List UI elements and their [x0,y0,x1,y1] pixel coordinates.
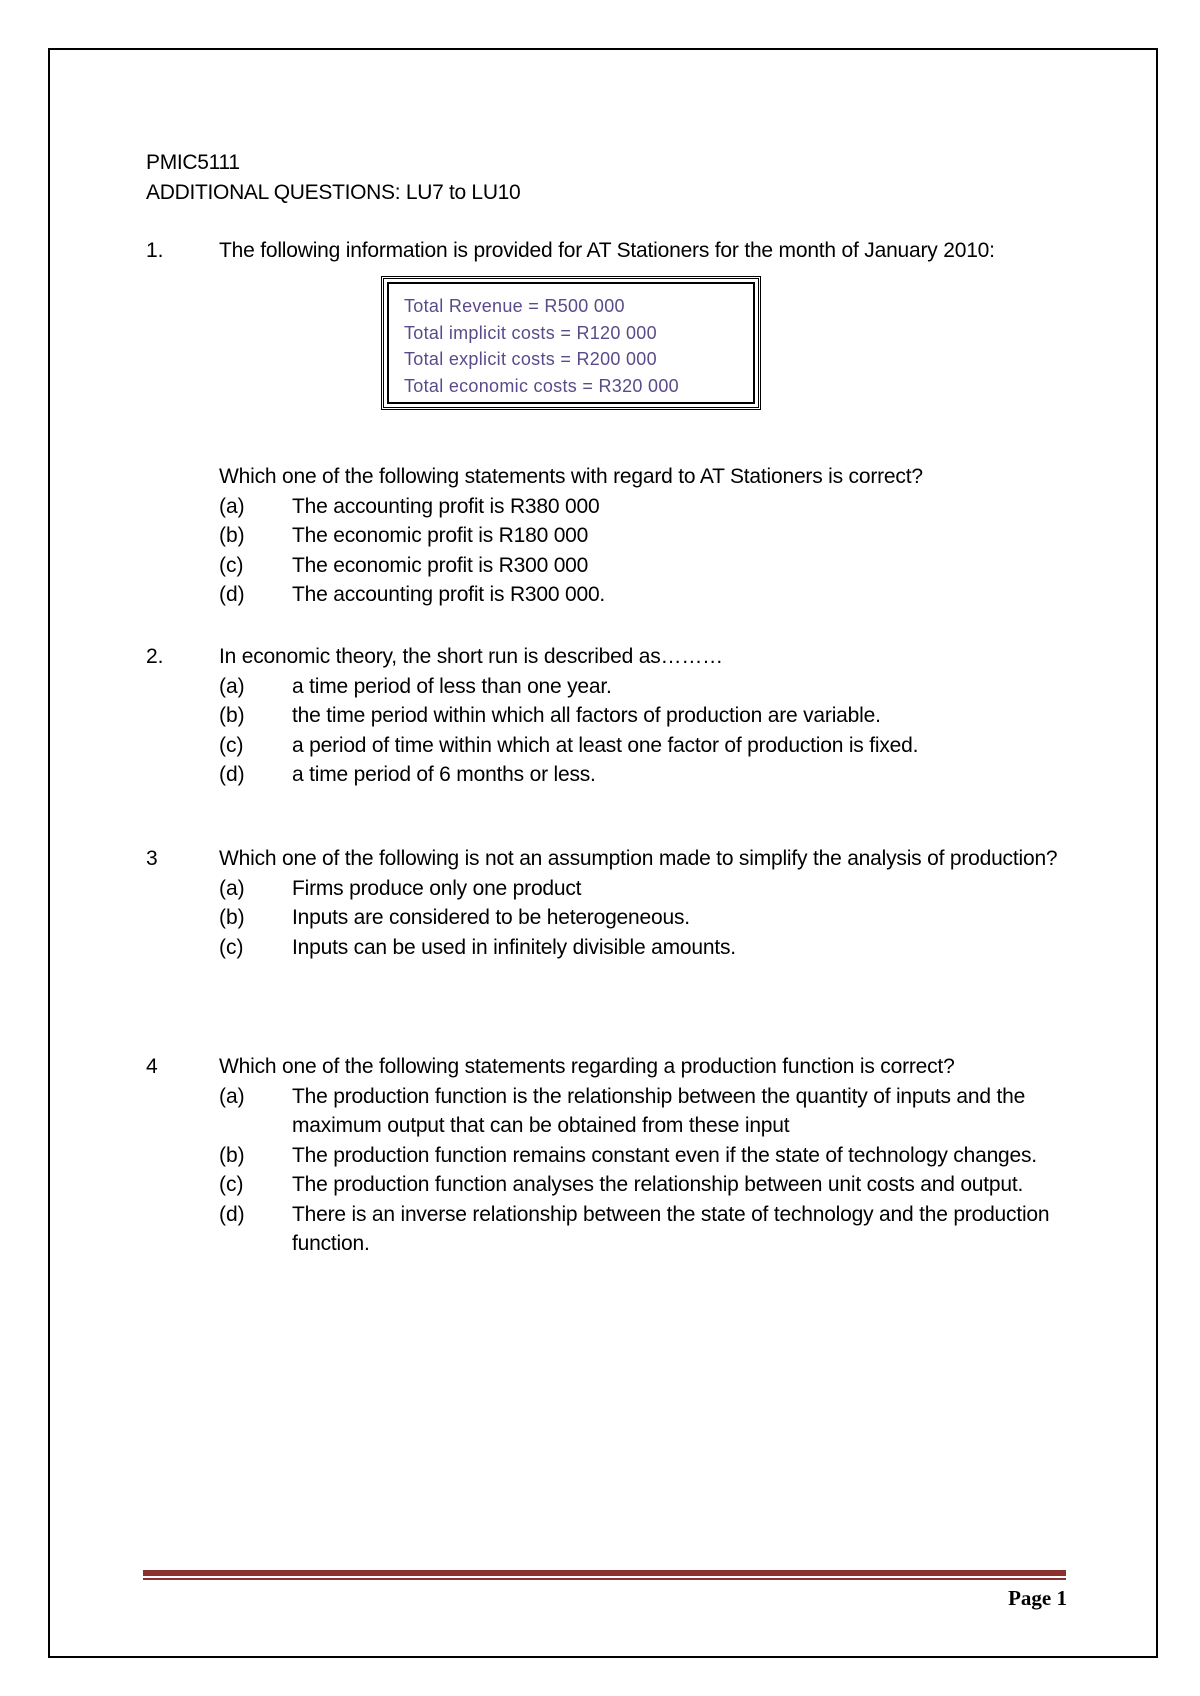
option [219,1082,1079,1141]
question-text: In economic theory, the short run is described as……… [219,645,723,668]
option [219,701,1079,731]
option [219,551,1079,581]
info-line-explicit: Total explicit costs = R200 000 [404,349,657,369]
option-text: the time period within which all factors of production are variable. [292,704,881,727]
option-text: The accounting profit is R380 000 [292,494,600,518]
option [219,1141,1079,1171]
question-number: 4 [146,1055,158,1078]
option-text: a time period of less than one year. [292,674,612,698]
option-label: (b) [219,906,245,929]
option-text: The production function analyses the relationship between unit costs and output. [292,1173,1024,1196]
option [219,1170,1079,1200]
option-text: a period of time within which at least one factor of production is fixed. [292,733,919,757]
option-label: (b) [219,524,245,547]
option-label: (a) [219,494,245,518]
option-text: The economic profit is R180 000 [292,524,589,547]
option [219,731,1079,761]
option-label: (d) [219,1202,245,1226]
option [219,1200,1079,1259]
info-box [381,276,761,410]
option [219,874,1079,904]
question-text: Which one of the following is not an assumption made to simplify the analysis of production? [219,847,1058,870]
info-line-implicit: Total implicit costs = R120 000 [404,322,657,343]
question-text: Which one of the following statements with regard to AT Stationers is correct? [219,465,923,488]
option-label: (b) [219,704,245,727]
option-text: The production function is the relationship between the quantity of inputs and the maximum output that can be obtained from these input [292,1084,1026,1137]
option-text: The accounting profit is R300 000. [292,583,606,606]
question-number: 1. [146,239,164,262]
option-label: (a) [219,876,245,900]
option-text: There is an inverse relationship between the state of technology and the production function. [292,1202,1050,1255]
option [219,903,1079,933]
option-text: The economic profit is R300 000 [292,553,589,577]
option-label: (a) [219,674,245,698]
document-header [146,148,520,208]
option-label: (a) [219,1084,245,1108]
document-title: ADDITIONAL QUESTIONS: LU7 to LU10 [146,181,521,204]
footer-rule-thin [143,1578,1066,1580]
question-1-body [146,462,1079,610]
option-text: Firms produce only one product [292,876,582,900]
option-label: (d) [219,763,245,786]
option-text: a time period of 6 months or less. [292,763,596,786]
option-label: (c) [219,1173,244,1196]
option-text: The production function remains constant even if the state of technology changes. [292,1143,1037,1167]
question-number: 3 [146,847,158,870]
question-4 [146,1052,1079,1259]
option-text: Inputs are considered to be heterogeneous. [292,906,690,929]
course-code: PMIC5111 [146,151,240,174]
option-label: (c) [219,935,244,959]
option-text: Inputs can be used in infinitely divisible amounts. [292,935,736,959]
option-label: (d) [219,583,245,606]
option [219,521,1079,551]
option [219,672,1079,702]
info-line-revenue: Total Revenue = R500 000 [404,296,625,316]
question-2 [146,642,1079,790]
question-1 [146,236,1019,266]
page-number: Page 1 [1008,1586,1067,1610]
footer-rule [143,1570,1066,1576]
question-text: Which one of the following statements regarding a production function is correct? [219,1055,955,1078]
option [219,760,1079,790]
question-intro: The following information is provided for AT Stationers for the month of January 2010: [219,239,995,262]
option [219,492,1079,522]
option [219,933,1079,963]
option [219,580,1079,610]
info-line-economic: Total economic costs = R320 000 [404,375,679,396]
question-number: 2. [146,645,164,668]
question-3 [146,844,1079,962]
option-label: (b) [219,1143,245,1167]
option-label: (c) [219,553,244,577]
option-label: (c) [219,733,244,757]
